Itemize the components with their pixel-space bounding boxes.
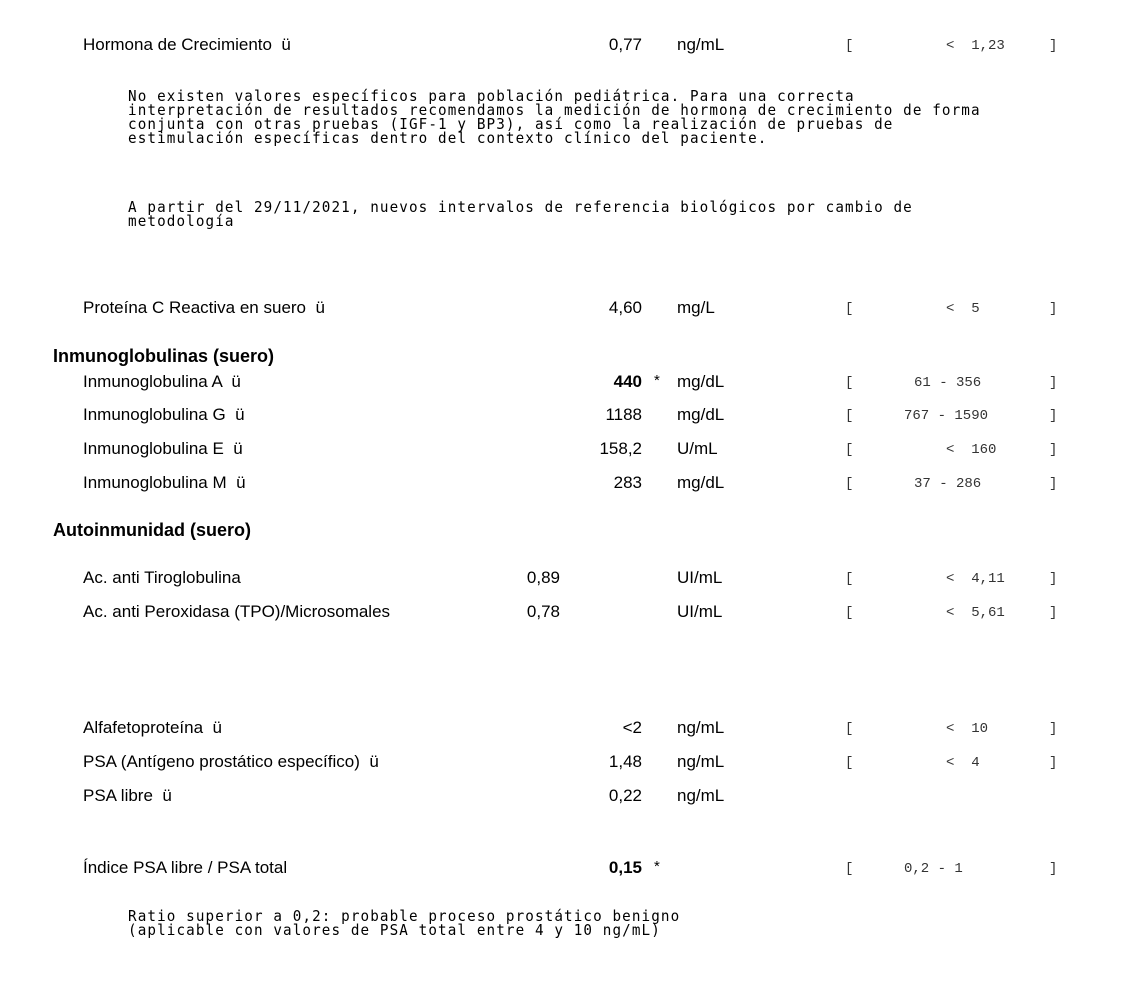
ref-close-bracket: ] (1049, 571, 1058, 587)
ref-open-bracket: [ (845, 442, 854, 458)
test-unit: mg/dL (677, 405, 725, 424)
ref-close-bracket: ] (1049, 38, 1058, 54)
test-label: Inmunoglobulina A ü (83, 372, 241, 391)
ref-range: 37 - 286 (914, 476, 982, 492)
test-value: 0,78 (526, 602, 560, 621)
ref-close-bracket: ] (1049, 375, 1058, 391)
test-unit: mg/dL (677, 372, 725, 391)
abnormal-flag: * (654, 372, 660, 389)
ref-range: < 1,23 (946, 38, 1005, 54)
psa-ratio-note: Ratio superior a 0,2: probable proceso prostático benigno (aplicable con valores de PSA total entre 4 y 10 ng/mL) (128, 907, 681, 939)
test-value: 4,60 (608, 298, 642, 317)
ref-open-bracket: [ (845, 605, 854, 621)
ref-open-bracket: [ (845, 301, 854, 317)
test-label: PSA libre ü (83, 786, 172, 805)
test-value: 0,15 (608, 858, 642, 877)
test-value: 283 (613, 473, 642, 492)
ref-close-bracket: ] (1049, 861, 1058, 877)
growth-hormone-note: No existen valores específicos para población pediátrica. Para una correcta interpretación de resultados recomendamos la medición de hormona de crecimiento de forma conjunta con otras pruebas (IGF-1 y BP3), así como la realización de pruebas de estimulación específicas dentro del contexto clínico del paciente. (128, 87, 981, 147)
section-heading-autoimmunity: Autoinmunidad (suero) (53, 520, 251, 540)
abnormal-flag: * (654, 858, 660, 875)
test-value: 440 (613, 372, 642, 391)
ref-close-bracket: ] (1049, 721, 1058, 737)
ref-range: 767 - 1590 (904, 408, 989, 424)
ref-close-bracket: ] (1049, 442, 1058, 458)
test-label: Alfafetoproteína ü (83, 718, 222, 737)
test-value: 0,77 (608, 35, 642, 54)
test-value: 158,2 (599, 439, 642, 458)
ref-range: < 5,61 (946, 605, 1005, 621)
test-label: Índice PSA libre / PSA total (83, 858, 288, 877)
test-value: 1,48 (608, 752, 642, 771)
ref-range: < 5 (946, 301, 980, 317)
ref-range: < 10 (946, 721, 989, 737)
test-label: Inmunoglobulina E ü (83, 439, 243, 458)
ref-open-bracket: [ (845, 861, 854, 877)
test-unit: mg/L (677, 298, 715, 317)
ref-range: < 160 (946, 442, 997, 458)
test-unit: ng/mL (677, 786, 725, 805)
test-unit: UI/mL (677, 602, 723, 621)
ref-open-bracket: [ (845, 408, 854, 424)
ref-open-bracket: [ (845, 38, 854, 54)
test-value: 1188 (605, 405, 642, 424)
test-unit: ng/mL (677, 35, 725, 54)
methodology-note: A partir del 29/11/2021, nuevos intervalos de referencia biológicos por cambio de metodología (128, 198, 913, 230)
test-unit: ng/mL (677, 752, 725, 771)
ref-range: 0,2 - 1 (904, 861, 963, 877)
test-label: Inmunoglobulina G ü (83, 405, 245, 424)
test-value: <2 (622, 718, 642, 737)
ref-range: < 4 (946, 755, 980, 771)
ref-open-bracket: [ (845, 755, 854, 771)
test-unit: ng/mL (677, 718, 725, 737)
ref-close-bracket: ] (1049, 301, 1058, 317)
ref-open-bracket: [ (845, 721, 854, 737)
ref-close-bracket: ] (1049, 755, 1058, 771)
ref-close-bracket: ] (1049, 408, 1058, 424)
test-unit: UI/mL (677, 568, 723, 587)
test-label: Ac. anti Peroxidasa (TPO)/Microsomales (83, 602, 391, 621)
test-label: Ac. anti Tiroglobulina (83, 568, 241, 587)
ref-open-bracket: [ (845, 476, 854, 492)
test-label: PSA (Antígeno prostático específico) ü (83, 752, 379, 771)
test-label: Inmunoglobulina M ü (83, 473, 246, 492)
test-label: Hormona de Crecimiento ü (83, 35, 291, 54)
test-unit: U/mL (677, 439, 718, 458)
ref-open-bracket: [ (845, 571, 854, 587)
ref-close-bracket: ] (1049, 476, 1058, 492)
test-value: 0,89 (526, 568, 560, 587)
test-value: 0,22 (608, 786, 642, 805)
ref-close-bracket: ] (1049, 605, 1058, 621)
ref-open-bracket: [ (845, 375, 854, 391)
ref-range: 61 - 356 (914, 375, 982, 391)
section-heading-immunoglobulins: Inmunoglobulinas (suero) (53, 346, 274, 366)
test-label: Proteína C Reactiva en suero ü (83, 298, 325, 317)
test-unit: mg/dL (677, 473, 725, 492)
ref-range: < 4,11 (946, 571, 1005, 587)
